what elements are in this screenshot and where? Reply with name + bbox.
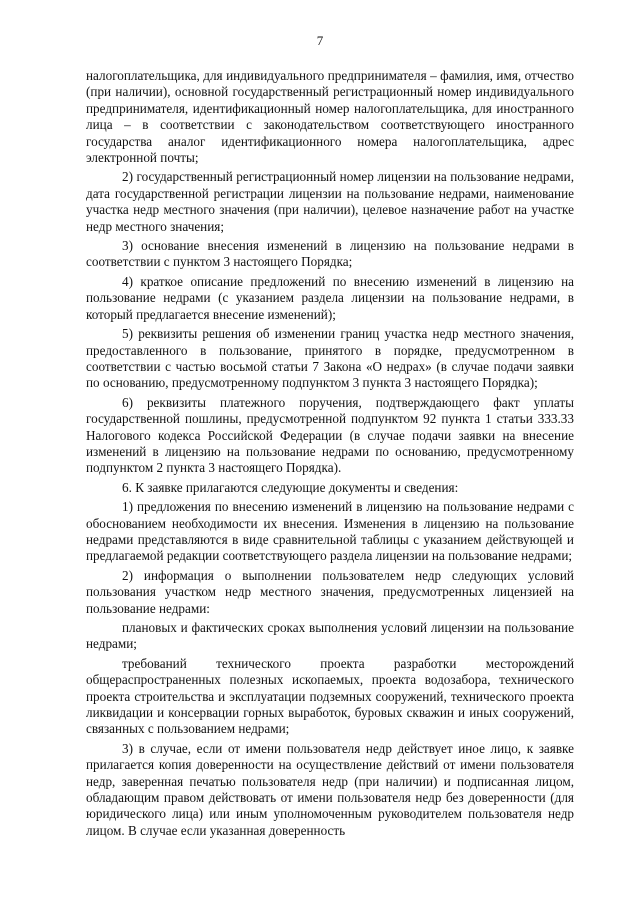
paragraph: 1) предложения по внесению изменений в лицензию на пользование недрами с обоснованием необходимости их внесения. Изменения в лицензию на пользование недрами представляются в виде сравнительной таблицы с указанием действующей и предлагаемой редакции соответствующего раздела лицензии на пользование недрами;: [86, 499, 574, 564]
paragraph: 2) информация о выполнении пользователем недр следующих условий пользования участком недр местного значения, предусмотренных лицензией на пользование недрами:: [86, 567, 574, 616]
paragraph: 4) краткое описание предложений по внесению изменений в лицензию на пользование недрами (с указанием раздела лицензии на пользование недрами, в который предлагается внесение изменений);: [86, 273, 574, 322]
paragraph: 6) реквизиты платежного поручения, подтверждающего факт уплаты государственной пошлины, предусмотренной подпунктом 92 пункта 1 статьи 333.33 Налогового кодекса Российской Федерации (в случае подачи заявки на внесение изменений в лицензию на пользование недрами по основанию, предусмотренному подпунктом 2 пункта 3 настоящего Порядка).: [86, 394, 574, 476]
page-number: 7: [316, 33, 324, 48]
paragraph: 6. К заявке прилагаются следующие документы и сведения:: [122, 479, 459, 495]
paragraph: 2) государственный регистрационный номер лицензии на пользование недрами, дата государственной регистрации лицензии на пользование недрами, наименование участка недр местного значения (при наличии), целевое назначение работ на участке недр местного значения;: [86, 169, 574, 234]
paragraph: плановых и фактических сроках выполнения условий лицензии на пользование недрами;: [86, 620, 574, 652]
paragraph: 5) реквизиты решения об изменении границ участка недр местного значения, предоставленного в пользование, принятого в порядке, предусмотренном в соответствии с частью восьмой статьи 7 Закона «О недрах» (в случае подачи заявки по основанию, предусмотренному подпунктом 3 пункта 3 настоящего Порядка);: [86, 326, 574, 391]
document-body: [86, 68, 574, 842]
paragraph: 3) основание внесения изменений в лицензию на пользование недрами в соответствии с пунктом 3 настоящего Порядка;: [86, 238, 574, 270]
paragraph: налогоплательщика, для индивидуального предпринимателя – фамилия, имя, отчество (при наличии), основной государственный регистрационный номер индивидуального предпринимателя, идентификационный номер налогоплательщика, для иностранного лица – в соответствии с законодательством соответствующего иностранного государства аналог идентификационного номера налогоплательщика, адрес электронной почты;: [86, 68, 574, 166]
paragraph: 3) в случае, если от имени пользователя недр действует иное лицо, к заявке прилагается копия доверенности на осуществление действий от имени пользователя недр, заверенная печатью пользователя недр (при наличии) и подписанная лицом, обладающим правом действовать от имени пользователя недр без доверенности (для юридического лица) или иным уполномоченным руководителем пользователя недр лицом. В случае если указанная доверенность: [86, 740, 574, 838]
paragraph: требований технического проекта разработки месторождений общераспространенных полезных ископаемых, проекта водозабора, технического проекта строительства и эксплуатации подземных сооружений, технического проекта ликвидации и консервации горных выработок, буровых скважин и иных сооружений, связанных с пользованием недрами;: [86, 655, 574, 737]
